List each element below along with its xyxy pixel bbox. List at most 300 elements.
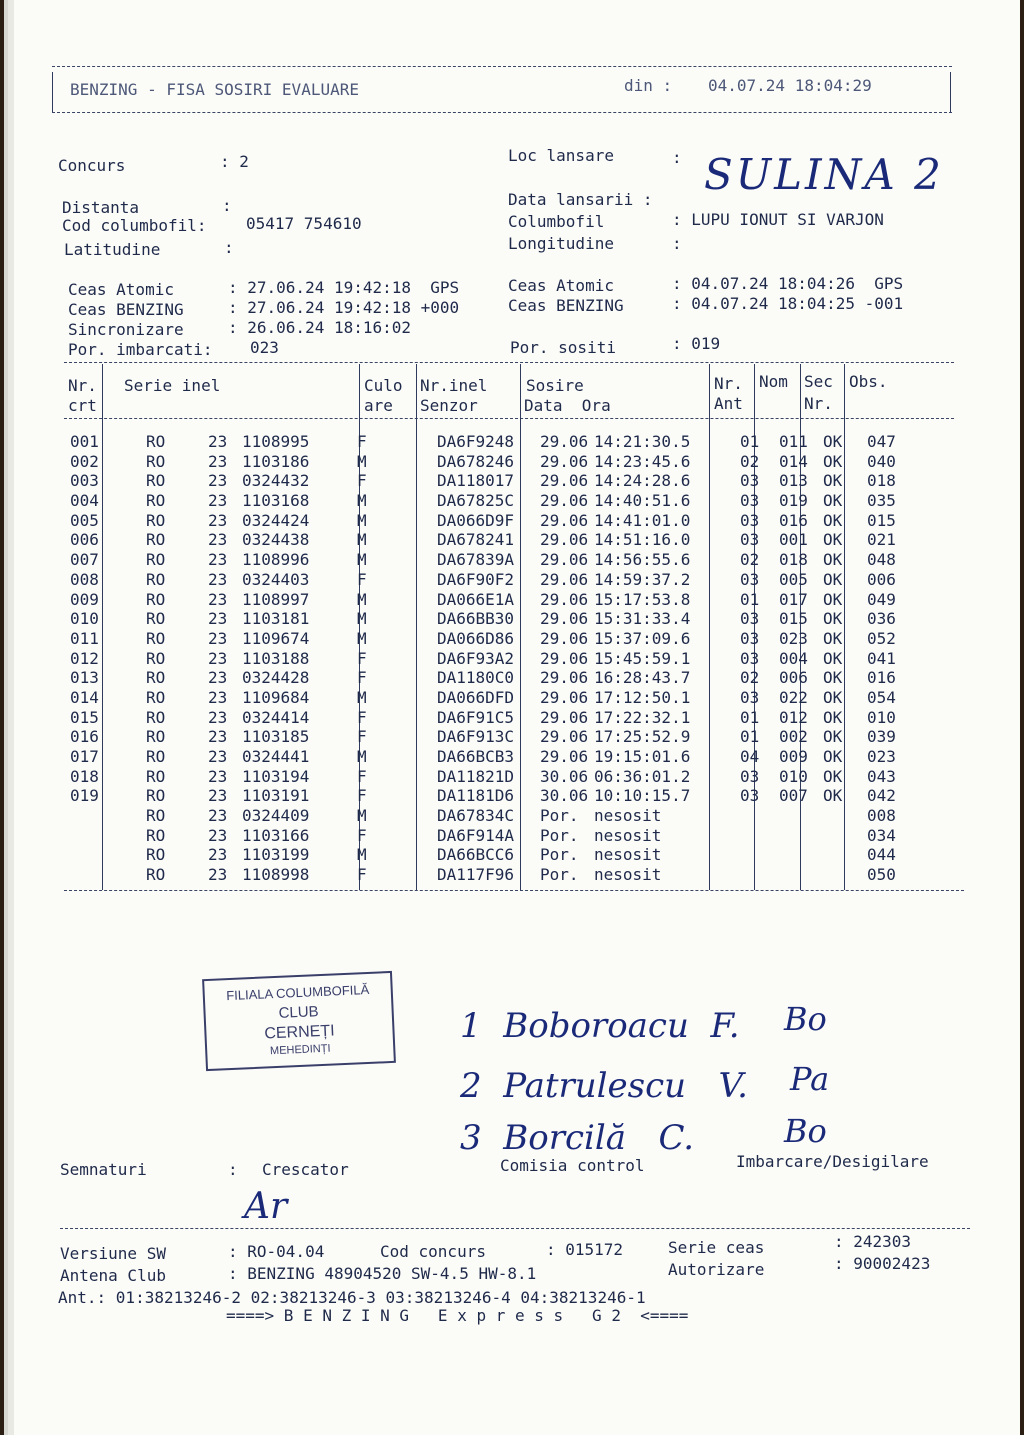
cell-ant: 03 — [740, 530, 760, 550]
cell-nr: 017 — [70, 747, 99, 766]
cell-ora: 10:10:15.7 — [594, 786, 691, 806]
stamp-line-3: CERNEȚI — [264, 1022, 335, 1043]
cell-ora: 14:40:51.6 — [594, 491, 691, 511]
loc-lansare-handwritten: SULINA 2 — [704, 150, 944, 199]
cell-ant: 01 — [740, 432, 760, 451]
cell-an: 23 — [208, 471, 228, 491]
cell-ant: 03 — [740, 628, 760, 648]
crescator-signature: Ar — [244, 1186, 288, 1227]
data-lansarii-label: Data lansarii : — [508, 190, 653, 209]
cell-ant: 03 — [740, 609, 760, 629]
cell-senzor: DA1180C0 — [437, 668, 515, 688]
longitudine-label: Longitudine — [508, 234, 614, 253]
cell-nr: 004 — [70, 491, 99, 511]
cell-an: 23 — [208, 786, 228, 806]
cell-an: 23 — [208, 451, 228, 471]
cell-an: 23 — [208, 865, 228, 885]
cell-tara: RO — [146, 550, 166, 570]
header-left-border — [52, 72, 53, 112]
cell-tara: RO — [146, 865, 166, 885]
cell-tara: RO — [146, 786, 166, 806]
cell-an: 23 — [208, 510, 228, 530]
cell-data: 29.06 — [540, 727, 589, 747]
cell-nr: 003 — [70, 471, 99, 491]
cell-senzor: DA66BCC6 — [437, 845, 515, 865]
cell-inel: 1108995 — [242, 432, 310, 451]
cell-obs: 054 — [867, 687, 896, 707]
cell-sec: OK — [823, 432, 843, 451]
cell-sex: F — [357, 569, 367, 589]
cell-data: 30.06 — [540, 786, 589, 806]
cell-ant: 03 — [740, 471, 760, 491]
commission-member-1: 1 Boboroacu F. — [460, 1006, 740, 1046]
table-row — [70, 432, 970, 452]
table-row — [70, 550, 970, 570]
cell-obs: 036 — [867, 609, 896, 629]
cell-ora: 15:37:09.6 — [594, 628, 691, 648]
cell-obs: 040 — [867, 451, 896, 471]
cell-an: 23 — [208, 727, 228, 747]
cell-ora: 19:15:01.6 — [594, 747, 691, 766]
cell-tara: RO — [146, 687, 166, 707]
cell-ant: 03 — [740, 786, 760, 806]
cell-data: Por. — [540, 825, 579, 845]
cell-tara: RO — [146, 648, 166, 668]
cell-ora: nesosit — [594, 845, 662, 865]
cell-nr: 014 — [70, 687, 99, 707]
cell-senzor: DA066E1A — [437, 589, 515, 609]
cell-inel: 0324438 — [242, 530, 310, 550]
cell-tara: RO — [146, 451, 166, 471]
th-crt: crt — [68, 396, 97, 415]
cell-data: 29.06 — [540, 707, 589, 727]
cell-tara: RO — [146, 825, 166, 845]
table-row — [70, 826, 970, 846]
ceas-atomic-label: Ceas Atomic — [68, 280, 174, 299]
cell-senzor: DA066D9F — [437, 510, 515, 530]
sincronizare-value: : 26.06.24 18:16:02 — [228, 318, 412, 337]
cell-nom: 001 — [779, 530, 808, 550]
table-row — [70, 786, 970, 806]
cell-sex: M — [357, 510, 367, 530]
cell-nr: 002 — [70, 451, 99, 471]
cell-obs: 049 — [867, 589, 896, 609]
th-nr-ant: Nr. — [714, 374, 743, 393]
cell-data: 29.06 — [540, 530, 589, 550]
cell-ant: 03 — [740, 648, 760, 668]
columbofil-label: Columbofil — [508, 212, 605, 231]
table-row — [70, 668, 970, 688]
cell-sec: OK — [823, 569, 843, 589]
cell-ora: 14:59:37.2 — [594, 569, 691, 589]
cell-an: 23 — [208, 628, 228, 648]
th-data-ora: Data Ora — [524, 396, 611, 415]
cell-nom: 005 — [779, 569, 808, 589]
antena-club-value: : BENZING 48904520 SW-4.5 HW-8.1 — [228, 1264, 537, 1283]
cell-ora: nesosit — [594, 825, 662, 845]
cell-nr: 012 — [70, 648, 99, 668]
cell-data: 29.06 — [540, 471, 589, 491]
cell-inel: 1109674 — [242, 628, 310, 648]
commission-member-2: 2 Patrulescu V. — [460, 1066, 748, 1106]
concurs-label: Concurs — [58, 156, 126, 175]
header-top-rule — [52, 66, 952, 67]
cell-senzor: DA67834C — [437, 806, 515, 826]
cell-data: 29.06 — [540, 687, 589, 707]
cell-tara: RO — [146, 491, 166, 511]
header-right-border — [950, 72, 951, 112]
cell-ant: 03 — [740, 569, 760, 589]
cell-ora: 14:41:01.0 — [594, 510, 691, 530]
table-row — [70, 727, 970, 747]
cell-senzor: DA066D86 — [437, 628, 515, 648]
latitudine-value: : — [224, 238, 234, 257]
cell-ora: 06:36:01.2 — [594, 766, 691, 786]
cell-inel: 0324424 — [242, 510, 310, 530]
cell-data: 29.06 — [540, 432, 589, 451]
ceas-benzing-start: : 27.06.24 19:42:18 +000 — [228, 298, 460, 317]
cell-sex: F — [357, 865, 367, 885]
cell-ora: 14:24:28.6 — [594, 471, 691, 491]
cell-nr: 008 — [70, 569, 99, 589]
cell-tara: RO — [146, 806, 166, 826]
cell-nom: 009 — [779, 747, 808, 766]
cell-senzor: DA6F913C — [437, 727, 515, 747]
table-row — [70, 649, 970, 669]
cell-obs: 018 — [867, 471, 896, 491]
versiune-sw-value: : RO-04.04 — [228, 1242, 325, 1261]
cell-sex: M — [357, 845, 367, 865]
commission-signature-3: Bo — [784, 1112, 827, 1150]
latitudine-label: Latitudine — [64, 240, 161, 259]
th-nr-inel: Nr.inel — [420, 376, 488, 395]
loc-lansare-label: Loc lansare — [508, 146, 614, 165]
cod-columbofil-label: Cod columbofil: — [62, 216, 207, 235]
cell-data: 29.06 — [540, 510, 589, 530]
club-stamp — [202, 971, 396, 1071]
cell-an: 23 — [208, 766, 228, 786]
cell-obs: 044 — [867, 845, 896, 865]
crescator-label: Crescator — [262, 1160, 349, 1179]
cell-tara: RO — [146, 471, 166, 491]
cell-data: 29.06 — [540, 648, 589, 668]
cell-ant: 01 — [740, 589, 760, 609]
th-sosire: Sosire — [526, 376, 584, 395]
cell-inel: 1103185 — [242, 727, 310, 747]
th-are: are — [364, 396, 393, 415]
imbarcare-label: Imbarcare/Desigilare — [736, 1152, 929, 1171]
commission-signature-2: Pa — [790, 1060, 830, 1098]
cell-obs: 006 — [867, 569, 896, 589]
cell-sec: OK — [823, 727, 843, 747]
cell-inel: 0324403 — [242, 569, 310, 589]
cell-sex: F — [357, 766, 367, 786]
cell-obs: 043 — [867, 766, 896, 786]
cell-ora: 15:31:33.4 — [594, 609, 691, 629]
cell-inel: 1103166 — [242, 825, 310, 845]
cell-an: 23 — [208, 589, 228, 609]
cell-sec: OK — [823, 530, 843, 550]
table-row — [70, 452, 970, 472]
cell-sex: M — [357, 491, 367, 511]
cell-inel: 1103191 — [242, 786, 310, 806]
autorizare-value: : 90002423 — [834, 1254, 931, 1273]
cell-an: 23 — [208, 648, 228, 668]
cell-senzor: DA6F90F2 — [437, 569, 515, 589]
cell-nom: 022 — [779, 687, 808, 707]
loc-lansare-colon: : — [672, 148, 682, 167]
cell-senzor: DA1181D6 — [437, 786, 515, 806]
cell-ant: 01 — [740, 707, 760, 727]
cell-obs: 047 — [867, 432, 896, 451]
por-imbarcati-label: Por. imbarcati: — [68, 340, 213, 359]
cell-nom: 006 — [779, 668, 808, 688]
cell-nr: 016 — [70, 727, 99, 747]
autorizare-label: Autorizare — [668, 1260, 765, 1279]
cell-ora: 14:56:55.6 — [594, 550, 691, 570]
cell-nr: 010 — [70, 609, 99, 629]
th-obs: Obs. — [849, 372, 888, 391]
sincronizare-label: Sincronizare — [68, 320, 184, 339]
cell-senzor: DA67839A — [437, 550, 515, 570]
cell-inel: 1103194 — [242, 766, 310, 786]
table-row — [70, 629, 970, 649]
th-ant: Ant — [714, 394, 743, 413]
cell-obs: 048 — [867, 550, 896, 570]
cell-nom: 017 — [779, 589, 808, 609]
cell-ora: nesosit — [594, 865, 662, 885]
ceas-benzing-label-right: Ceas BENZING — [508, 296, 624, 315]
cell-senzor: DA117F96 — [437, 865, 515, 885]
cell-nom: 018 — [779, 550, 808, 570]
cell-inel: 1109684 — [242, 687, 310, 707]
cell-sex: F — [357, 648, 367, 668]
columbofil-value: : LUPU IONUT SI VARJON — [672, 210, 884, 229]
cell-tara: RO — [146, 747, 166, 766]
ceas-atomic-end: : 04.07.24 18:04:26 GPS — [672, 274, 904, 293]
cell-an: 23 — [208, 825, 228, 845]
cell-tara: RO — [146, 569, 166, 589]
printout-sheet — [14, 0, 1020, 1435]
semnaturi-colon: : — [228, 1160, 238, 1179]
cell-sex: M — [357, 687, 367, 707]
cell-inel: 0324441 — [242, 747, 310, 766]
por-sositi-label: Por. sositi — [510, 338, 616, 357]
cell-data: 29.06 — [540, 451, 589, 471]
table-top-rule — [64, 362, 954, 363]
cell-sex: M — [357, 589, 367, 609]
cell-obs: 021 — [867, 530, 896, 550]
cod-concurs-value: : 015172 — [546, 1240, 624, 1259]
cell-obs: 016 — [867, 668, 896, 688]
cell-tara: RO — [146, 609, 166, 629]
cell-tara: RO — [146, 707, 166, 727]
th-culo: Culo — [364, 376, 403, 395]
stamp-line-1: FILIALA COLUMBOFILĂ — [225, 981, 370, 1004]
cell-sex: M — [357, 747, 367, 766]
cell-nom: 019 — [779, 491, 808, 511]
table-row — [70, 845, 970, 865]
cell-sex: M — [357, 451, 367, 471]
serie-ceas-value: : 242303 — [834, 1232, 912, 1251]
cell-an: 23 — [208, 707, 228, 727]
table-row — [70, 530, 970, 550]
cell-senzor: DA67825C — [437, 491, 515, 511]
cell-senzor: DA6F93A2 — [437, 648, 515, 668]
cell-nom: 011 — [779, 432, 808, 451]
cell-obs: 034 — [867, 825, 896, 845]
cell-senzor: DA11821D — [437, 766, 515, 786]
cell-ant: 03 — [740, 510, 760, 530]
cell-ora: 14:21:30.5 — [594, 432, 691, 451]
table-row — [70, 491, 970, 511]
cell-sec: OK — [823, 648, 843, 668]
cell-sex: F — [357, 727, 367, 747]
antena-club-label: Antena Club — [60, 1266, 166, 1285]
cell-an: 23 — [208, 668, 228, 688]
cell-data: 29.06 — [540, 491, 589, 511]
cell-data: Por. — [540, 845, 579, 865]
por-imbarcati-value: 023 — [250, 338, 279, 357]
table-row — [70, 471, 970, 491]
cell-senzor: DA6F914A — [437, 825, 515, 845]
cell-obs: 023 — [867, 747, 896, 766]
cell-sex: M — [357, 530, 367, 550]
cell-nom: 014 — [779, 451, 808, 471]
cell-tara: RO — [146, 432, 166, 451]
cell-tara: RO — [146, 668, 166, 688]
table-row — [70, 865, 970, 885]
cell-senzor: DA6F91C5 — [437, 707, 515, 727]
cell-an: 23 — [208, 432, 228, 451]
cell-sex: M — [357, 806, 367, 826]
comisia-control-label: Comisia control — [500, 1156, 645, 1175]
cell-nr: 009 — [70, 589, 99, 609]
th-nom: Nom — [759, 372, 788, 391]
cell-sec: OK — [823, 628, 843, 648]
cell-an: 23 — [208, 569, 228, 589]
cell-senzor: DA678246 — [437, 451, 515, 471]
cell-an: 23 — [208, 550, 228, 570]
cell-an: 23 — [208, 530, 228, 550]
cell-sec: OK — [823, 451, 843, 471]
table-row — [70, 806, 970, 826]
cod-concurs-label: Cod concurs — [380, 1242, 486, 1261]
cell-sex: F — [357, 786, 367, 806]
cell-inel: 1103181 — [242, 609, 310, 629]
cell-nom: 015 — [779, 609, 808, 629]
cell-nom: 004 — [779, 648, 808, 668]
cell-ora: 17:22:32.1 — [594, 707, 691, 727]
cell-sec: OK — [823, 510, 843, 530]
commission-signature-1: Bo — [784, 1000, 827, 1038]
cell-ora: 14:51:16.0 — [594, 530, 691, 550]
din-timestamp: 04.07.24 18:04:29 — [708, 76, 872, 95]
cell-tara: RO — [146, 766, 166, 786]
cell-data: Por. — [540, 806, 579, 826]
th-serie-inel: Serie inel — [124, 376, 221, 395]
cell-ant: 04 — [740, 747, 760, 766]
table-row — [70, 767, 970, 787]
document-title: BENZING - FISA SOSIRI EVALUARE — [70, 80, 359, 99]
cell-obs: 042 — [867, 786, 896, 806]
cell-senzor: DA066DFD — [437, 687, 515, 707]
th-nr: Nr. — [68, 376, 97, 395]
cell-tara: RO — [146, 530, 166, 550]
ceas-benzing-end: : 04.07.24 18:04:25 -001 — [672, 294, 904, 313]
cell-ant: 03 — [740, 687, 760, 707]
cell-sex: F — [357, 471, 367, 491]
cell-data: Por. — [540, 865, 579, 885]
ceas-benzing-label: Ceas BENZING — [68, 300, 184, 319]
distanta-value: : — [222, 196, 232, 215]
arrivals-table-body — [70, 432, 970, 885]
cell-sec: OK — [823, 471, 843, 491]
cell-tara: RO — [146, 628, 166, 648]
ceas-atomic-label-right: Ceas Atomic — [508, 276, 614, 295]
cell-inel: 1103199 — [242, 845, 310, 865]
cell-sex: F — [357, 825, 367, 845]
cell-data: 29.06 — [540, 609, 589, 629]
cell-inel: 1103186 — [242, 451, 310, 471]
cell-nom: 010 — [779, 766, 808, 786]
cell-ora: 17:12:50.1 — [594, 687, 691, 707]
cell-obs: 050 — [867, 865, 896, 885]
cell-inel: 1108997 — [242, 589, 310, 609]
cell-sec: OK — [823, 550, 843, 570]
cell-inel: 0324432 — [242, 471, 310, 491]
cell-nom: 023 — [779, 628, 808, 648]
semnaturi-label: Semnaturi — [60, 1160, 147, 1179]
table-bottom-rule — [64, 890, 964, 891]
serie-ceas-label: Serie ceas — [668, 1238, 765, 1257]
cell-tara: RO — [146, 589, 166, 609]
table-row — [70, 609, 970, 629]
cell-sex: F — [357, 668, 367, 688]
cell-nr: 001 — [70, 432, 99, 451]
table-header-rule — [64, 418, 954, 419]
cell-nom: 007 — [779, 786, 808, 806]
longitudine-value: : — [672, 234, 682, 253]
cell-senzor: DA118017 — [437, 471, 515, 491]
cell-sec: OK — [823, 747, 843, 766]
cell-nr: 019 — [70, 786, 99, 806]
cell-inel: 0324409 — [242, 806, 310, 826]
cell-obs: 039 — [867, 727, 896, 747]
cell-ant: 02 — [740, 550, 760, 570]
cell-ora: 16:28:43.7 — [594, 668, 691, 688]
cell-an: 23 — [208, 806, 228, 826]
cell-inel: 1108998 — [242, 865, 310, 885]
cell-sex: M — [357, 609, 367, 629]
cell-ant: 03 — [740, 491, 760, 511]
th-sec-nr: Nr. — [804, 394, 833, 413]
por-sositi-value: : 019 — [672, 334, 721, 353]
cell-nr: 007 — [70, 550, 99, 570]
header-bottom-rule — [52, 112, 952, 113]
cell-ora: nesosit — [594, 806, 662, 826]
din-label: din : — [624, 76, 673, 95]
distanta-label: Distanta — [62, 198, 140, 217]
cell-sec: OK — [823, 491, 843, 511]
ceas-atomic-start: : 27.06.24 19:42:18 GPS — [228, 278, 460, 297]
cell-sec: OK — [823, 668, 843, 688]
cell-an: 23 — [208, 747, 228, 766]
table-row — [70, 590, 970, 610]
benzing-express-banner: ====> B E N Z I N G E x p r e s s G 2 <==== — [226, 1306, 689, 1325]
cell-sec: OK — [823, 687, 843, 707]
cell-ora: 15:17:53.8 — [594, 589, 691, 609]
